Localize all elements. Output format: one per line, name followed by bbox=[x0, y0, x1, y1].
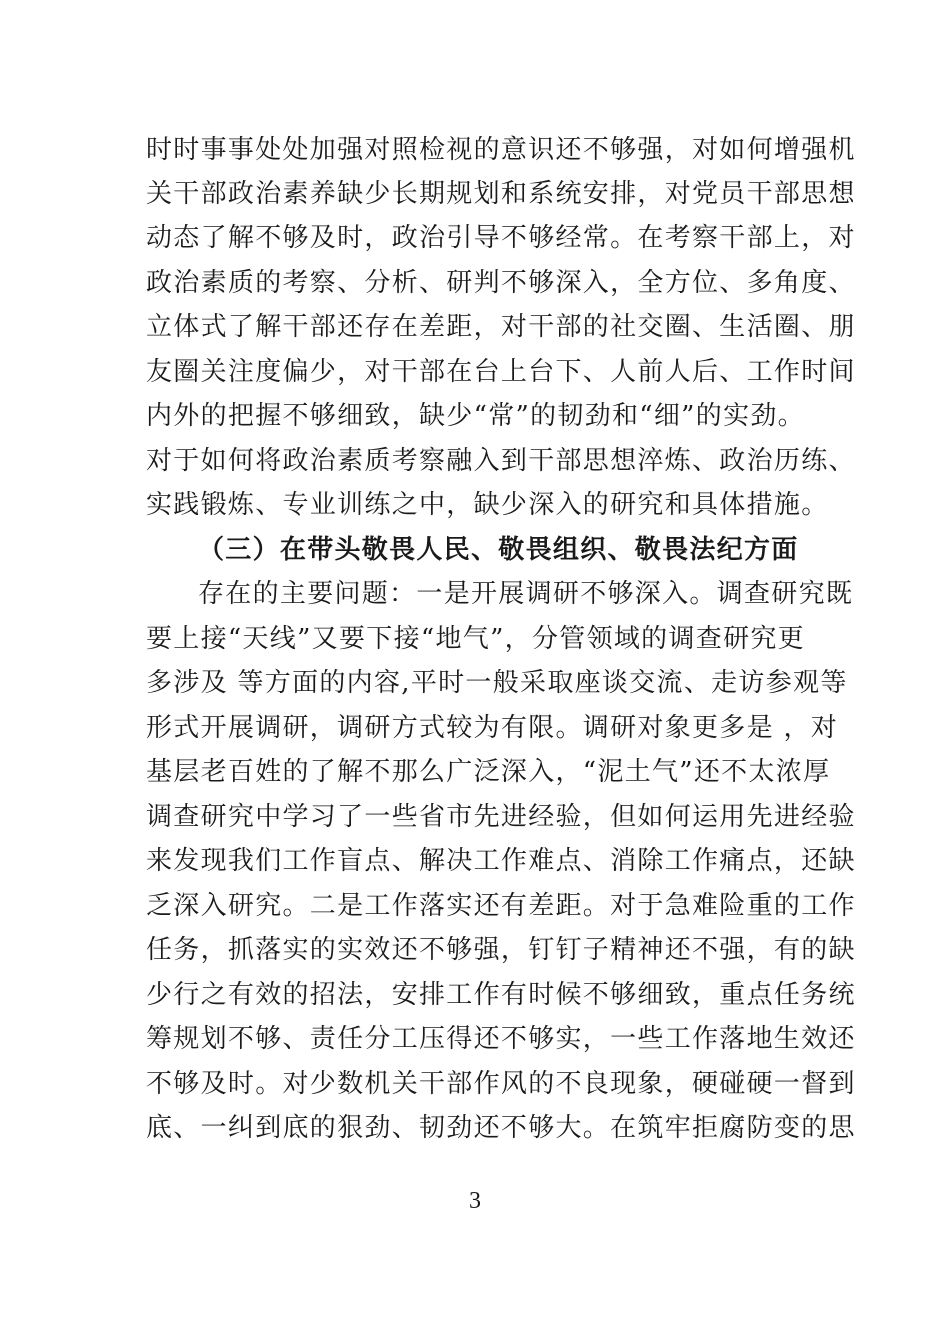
body-text-line: 基层老百姓的了解不那么广泛深入，“泥土气”还不太浓厚 bbox=[146, 757, 831, 787]
body-text-line: 政治素质的考察、分析、研判不够深入，全方位、多角度、 bbox=[146, 268, 856, 298]
body-text-line: 内外的把握不够细致，缺少“常”的韧劲和“细”的实劲。 bbox=[146, 401, 805, 431]
body-text-line: 不够及时。对少数机关干部作风的不良现象，硬碰硬一督到 bbox=[146, 1069, 856, 1099]
body-text-line: 底、一纠到底的狠劲、韧劲还不够大。在筑牢拒腐防变的思 bbox=[146, 1113, 856, 1143]
paragraph-first-line: 存在的主要问题：一是开展调研不够深入。调查研究既 bbox=[198, 579, 854, 609]
body-text-line: 实践锻炼、专业训练之中，缺少深入的研究和具体措施。 bbox=[146, 490, 829, 520]
body-text-line: 友圈关注度偏少，对干部在台上台下、人前人后、工作时间 bbox=[146, 357, 856, 387]
section-heading: （三）在带头敬畏人民、敬畏组织、敬畏法纪方面 bbox=[198, 535, 799, 565]
body-text-line: 来发现我们工作盲点、解决工作难点、消除工作痛点，还缺 bbox=[146, 846, 856, 876]
body-text-line: 多涉及 等方面的内容,平时一般采取座谈交流、走访参观等 bbox=[146, 668, 848, 698]
body-text-line: 要上接“天线”又要下接“地气”，分管领域的调查研究更 bbox=[146, 624, 805, 654]
body-text-line: 任务，抓落实的实效还不够强，钉钉子精神还不强，有的缺 bbox=[146, 935, 856, 965]
body-text-line: 时时事事处处加强对照检视的意识还不够强，对如何增强机 bbox=[146, 135, 856, 165]
body-text-line: 形式开展调研，调研方式较为有限。调研对象更多是 ，对 bbox=[146, 713, 839, 743]
body-text-line: 关干部政治素养缺少长期规划和系统安排，对党员干部思想 bbox=[146, 179, 856, 209]
body-text-line: 少行之有效的招法，安排工作有时候不够细致，重点任务统 bbox=[146, 980, 856, 1010]
page-number: 3 bbox=[469, 1188, 481, 1214]
body-text-line: 动态了解不够及时，政治引导不够经常。在考察干部上，对 bbox=[146, 223, 856, 253]
body-text-line: 筹规划不够、责任分工压得还不够实，一些工作落地生效还 bbox=[146, 1024, 856, 1054]
body-text-line: 立体式了解干部还存在差距，对干部的社交圈、生活圈、朋 bbox=[146, 312, 856, 342]
body-text-line: 调查研究中学习了一些省市先进经验，但如何运用先进经验 bbox=[146, 802, 856, 832]
body-text-line: 乏深入研究。二是工作落实还有差距。对于急难险重的工作 bbox=[146, 891, 856, 921]
body-text-line: 对于如何将政治素质考察融入到干部思想淬炼、政治历练、 bbox=[146, 446, 856, 476]
